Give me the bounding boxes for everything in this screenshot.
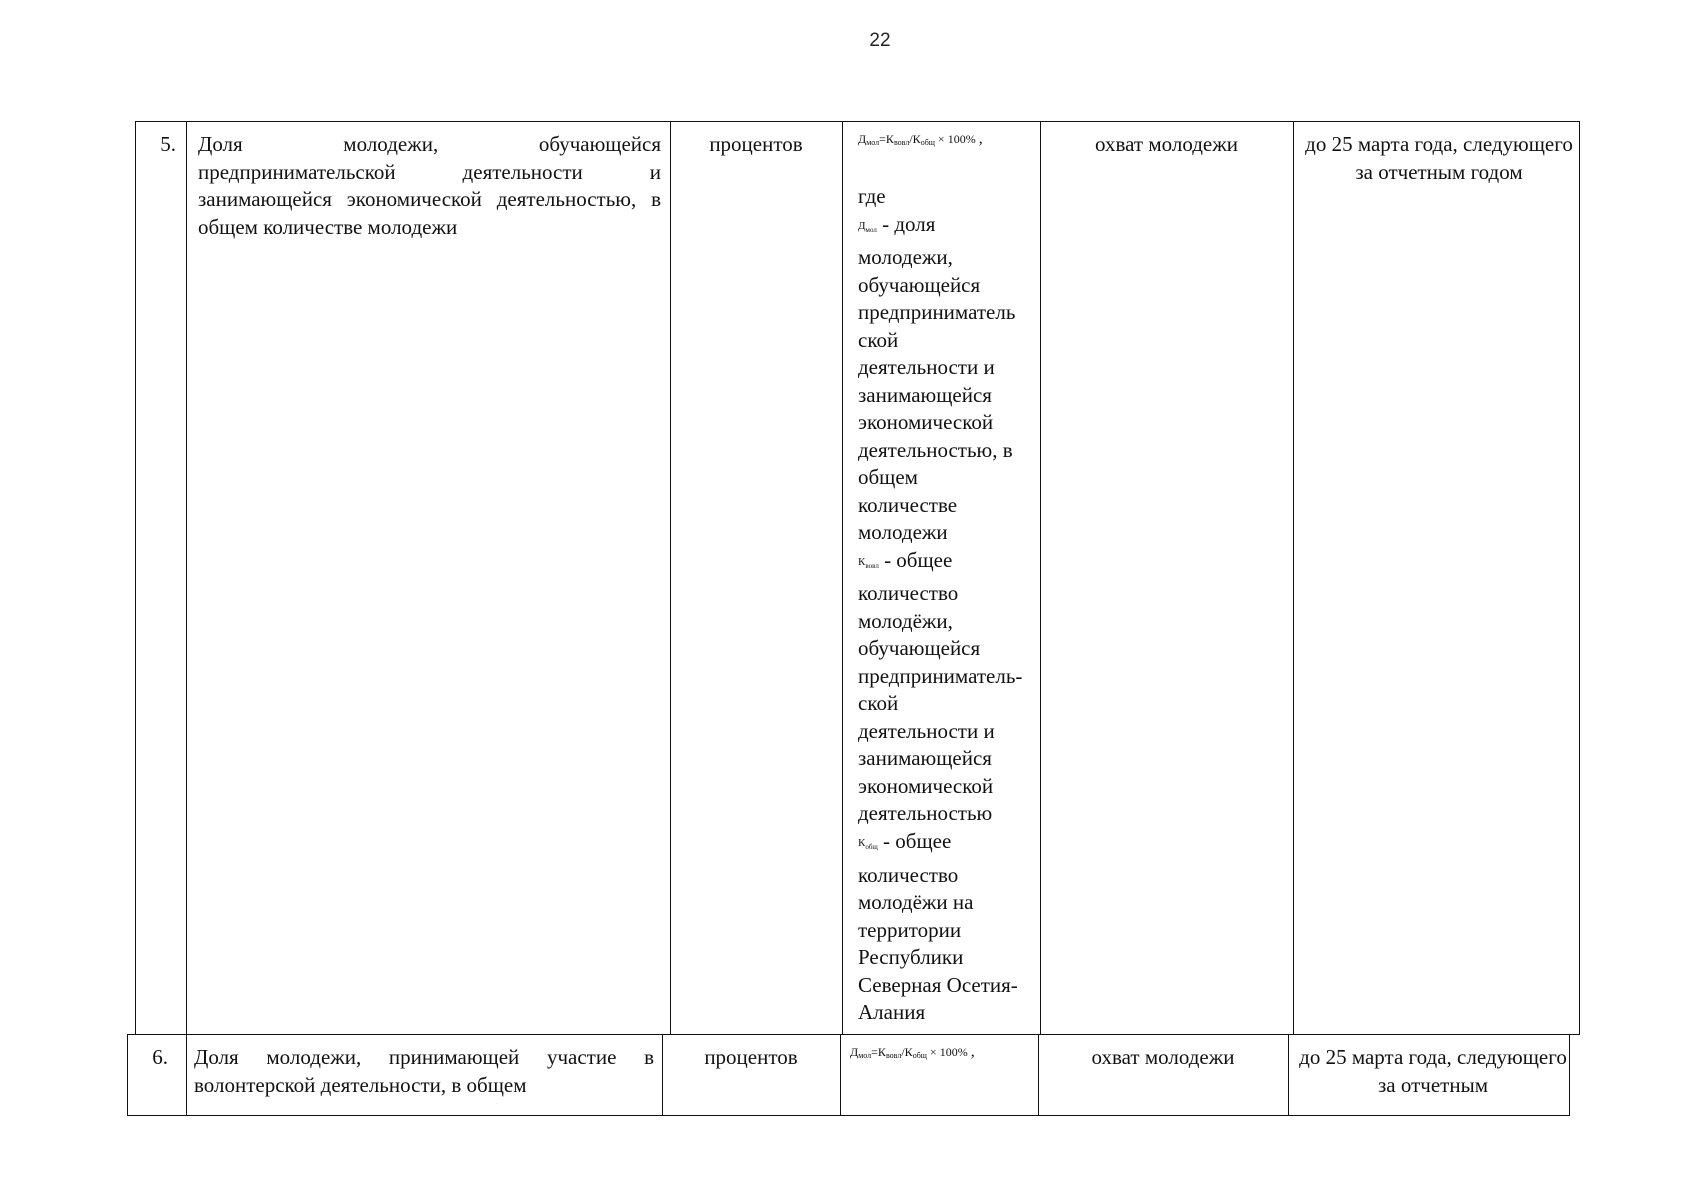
table-row-5 bbox=[135, 121, 1580, 1035]
definition-k-obsh: $К_{общ}$ - общее количество молодёжи на территории Республики Северная Осетия- Алания bbox=[858, 828, 1018, 1025]
unit-of-measure: процентов bbox=[709, 132, 803, 156]
definition-k-vovl: $К_{вовл}$ - общее количество молодёжи, обучающейся предприниматель- ской деятельности и занимающейся экономической деятельностью bbox=[858, 547, 1023, 826]
deadline: до 25 марта года, следующего за отчетным годом bbox=[1305, 132, 1573, 184]
table-row-6 bbox=[127, 1034, 1570, 1116]
calculation-method bbox=[858, 131, 1040, 1027]
deadline: до 25 марта года, следующего за отчетным bbox=[1299, 1045, 1567, 1097]
indicator-title: Доля молодежи, обучающейся предпринимательской деятельности и занимающейся экономической деятельностью, в общем количестве молодежи bbox=[198, 132, 661, 239]
calculation-method bbox=[850, 1044, 1036, 1064]
where-label: где bbox=[858, 184, 886, 208]
data-source: охват молодежи bbox=[1091, 1045, 1235, 1069]
unit-of-measure: процентов bbox=[704, 1045, 798, 1069]
row-number: 6. bbox=[152, 1045, 168, 1069]
definition-d-mol: $Д_{мол}$ - доля молодежи, обучающейся предприниматель ской деятельности и занимающейся экономической деятельностью, в общем количестве молодежи bbox=[858, 211, 1016, 545]
formula: $Д_{мол}=К_{вовл}/К_{общ} \times 100\%$ , bbox=[850, 1043, 975, 1060]
indicator-title: Доля молодежи, принимающей участие в волонтерской деятельности, в общем bbox=[194, 1045, 654, 1097]
page-number: 22 bbox=[869, 30, 891, 51]
row-number: 5. bbox=[160, 132, 176, 156]
data-source: охват молодежи bbox=[1095, 132, 1238, 156]
formula: $Д_{мол}=К_{вовл}/К_{общ} \times 100\%$ , bbox=[858, 130, 983, 147]
